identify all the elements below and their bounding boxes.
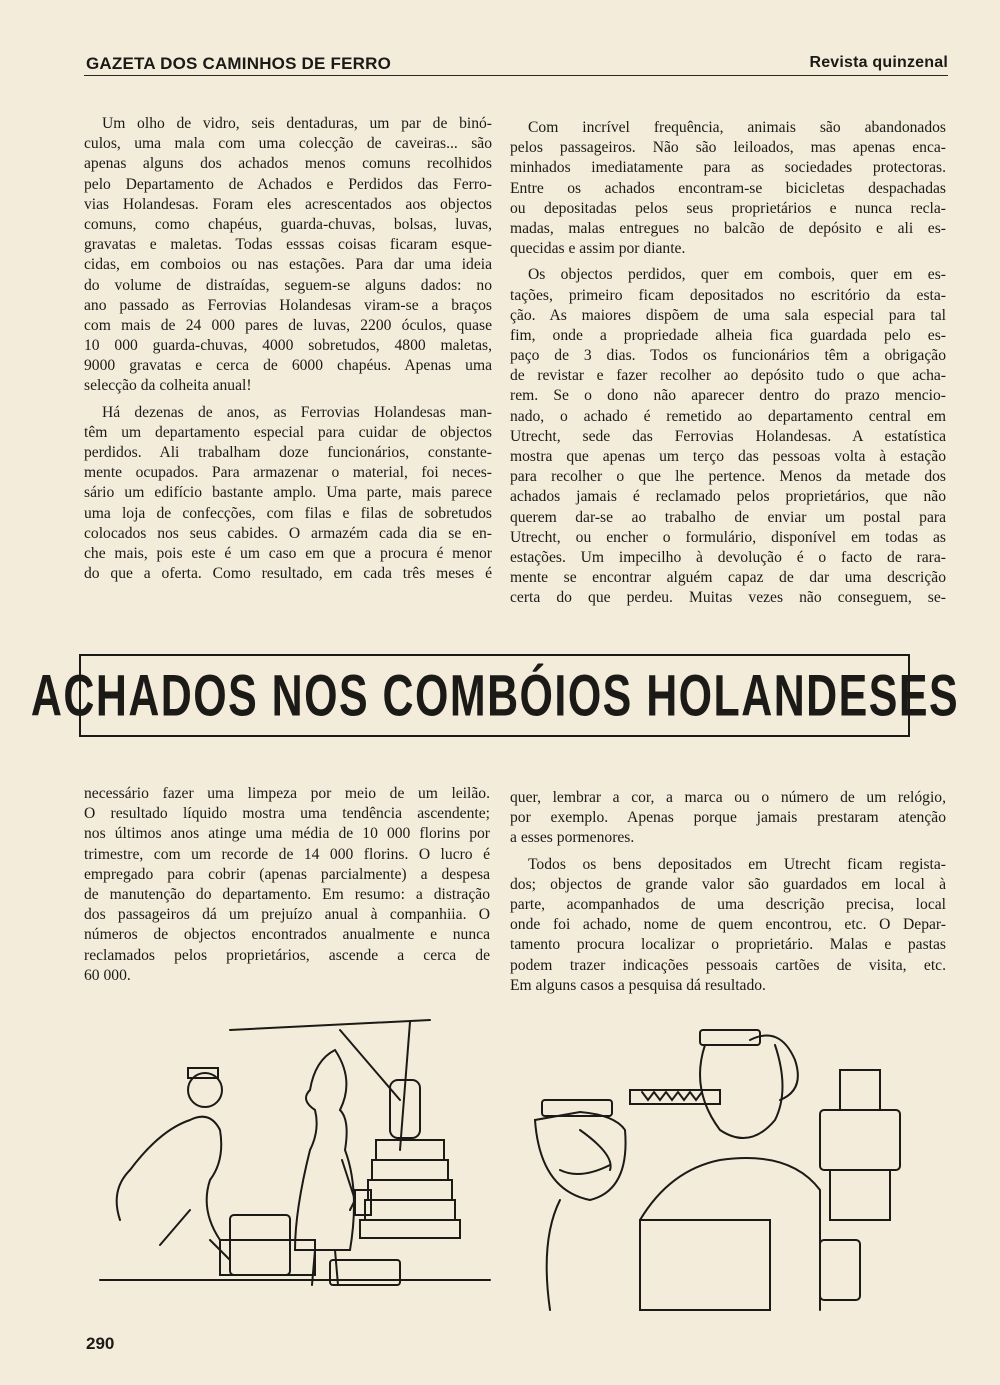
paragraph-line: por exemplo. Apenas porque jamais prestaram atenção: [510, 809, 946, 827]
illustration-officials-at-counter: [520, 1020, 920, 1310]
paragraph-line: quecidas e assim por diante.: [510, 240, 686, 258]
page-number: 290: [86, 1334, 115, 1353]
paragraph-line: Com incrível frequência, animais são abandonados: [528, 119, 946, 136]
paragraph-line: Há dezenas de anos, as Ferrovias Holandesas man-: [102, 403, 492, 421]
paragraph-line: che mais, pois este é um caso em que a procura é menor: [84, 544, 492, 562]
paragraph-line: a esses pormenores.: [510, 829, 635, 847]
paragraph-line: selecção da colheita anual!: [84, 377, 252, 395]
paragraph-line: têm um departamento especial para cuidar de objectos: [84, 423, 492, 441]
paragraph-line: vias Holandesas. Foram eles acrescentados aos objectos: [84, 195, 492, 213]
paragraph-line: trimestre, com um recorde de 14 000 florins. O lucro é: [84, 845, 490, 863]
paragraph-line: colocados nos seus cabides. O armazém cada dia se en-: [84, 524, 492, 542]
paragraph-line: do volume de distraídas, seguem-se alguns dados: no: [84, 276, 492, 294]
publication-subtitle: Revista quinzenal: [809, 54, 948, 71]
paragraph-line: gravatas e maletas. Todas esssas coisas ficaram esque-: [84, 236, 492, 254]
article-title: ACHADOS NOS COMBÓIOS HOLANDESES: [30, 663, 959, 728]
paragraph-line: nos últimos anos atinge uma média de 10 000 florins por: [84, 825, 490, 843]
paragraph-line: fim, onde a propriedade alheia fica guardada pelo es-: [510, 326, 946, 344]
paragraph-line: onde foi achado, nome de quem encontrou, etc. O Depar-: [510, 916, 946, 934]
paragraph-line: dos; objectos de grande valor são guardados em local à: [510, 875, 946, 893]
paragraph-line: culos, uma mala com uma colecção de caveiras... são: [84, 135, 492, 153]
paragraph-line: cidas, em comboios ou nas estações. Para dar uma ideia: [84, 256, 492, 274]
paragraph-line: perdidos. Ali trabalham doze funcionários, constante-: [84, 444, 492, 461]
publication-title: GAZETA DOS CAMINHOS DE FERRO: [86, 54, 391, 73]
paragraph-line: 60 000.: [84, 966, 131, 984]
paragraph-line: pelo Departamento de Achados e Perdidos das Ferro-: [84, 175, 492, 193]
paragraph-line: mente se encontrar alguém capaz de dar uma descrição: [510, 569, 946, 587]
paragraph-line: achados jamais é reclamado pelos proprietários, que não: [510, 488, 946, 506]
paragraph-line: números de objectos encontrados anualmente e nunca: [84, 926, 490, 944]
paragraph-line: certa do que perdeu. Muitas vezes não conseguem, se-: [510, 589, 946, 607]
paragraph-line: uma loja de confecções, com filas e filas de sobretudos: [84, 504, 492, 522]
paragraph-line: Em alguns casos a pesquisa dá resultado.: [510, 976, 766, 994]
paragraph-line: do que a oferta. Como resultado, em cada três meses é: [84, 565, 492, 583]
paragraph-line: quer, lembrar a cor, a marca ou o número de um relógio,: [510, 789, 946, 806]
paragraph-line: podem trazer indicações pessoais cartões de visita, etc.: [510, 956, 946, 974]
paragraph-line: mostra que apenas um terço das pessoas volta à estação: [510, 448, 946, 465]
article-column-2: [510, 118, 946, 609]
paragraph-line: madas, malas entregues no balcão de depósito e ali es-: [510, 219, 946, 237]
paragraph-line: empregado para cobrir (apenas parcialmente) a despesa: [84, 865, 490, 883]
paragraph-line: Utrecht, sede das Ferrovias Holandesas. A estatística: [510, 427, 946, 445]
paragraph-line: tamento procura localizar o proprietário. Malas e pastas: [510, 936, 946, 954]
paragraph-line: rem. Se o dono não aparecer dentro do prazo mencio-: [510, 387, 946, 405]
article-title-box: [30, 654, 959, 737]
paragraph-line: Utrecht, ou encher o formulário, disponível em todas as: [510, 528, 946, 546]
paragraph-line: mente ocupados. Para armazenar o material, foi neces-: [84, 464, 492, 482]
paragraph-line: minhados imediatamente para as sociedades protectoras.: [510, 159, 946, 177]
article-column-4: [510, 788, 946, 996]
paragraph-line: Um olho de vidro, seis dentaduras, um par de binó-: [102, 115, 492, 132]
paragraph-line: parte, acompanhados de uma descrição precisa, local: [510, 895, 946, 913]
paragraph-line: estações. Um impecilho à devolução é o facto de rara-: [510, 548, 946, 566]
article-column-3: [84, 784, 490, 986]
paragraph-line: querem dar-se ao trabalho de enviar um postal para: [510, 508, 946, 526]
paragraph-line: apenas alguns dos achados menos comuns recolhidos: [84, 155, 492, 173]
paragraph-line: nado, o achado é remetido ao departamento central em: [510, 407, 946, 425]
paragraph-line: de manutenção do departamento. Em resumo: a distração: [84, 885, 490, 903]
paragraph-line: necessário fazer uma limpeza por meio de um leilão.: [84, 785, 490, 802]
paragraph-line: ção. As maiores dispõem de uma sala especial para tal: [510, 306, 946, 324]
article-column-1: [84, 114, 492, 584]
illustration-porter-and-lady: [100, 1010, 500, 1300]
paragraph-line: Entre os achados encontram-se bicicletas despachadas: [510, 179, 946, 197]
header-rule: [84, 75, 948, 76]
paragraph-line: comuns, como chapéus, guarda-chuvas, bolsas, luvas,: [84, 215, 492, 233]
paragraph-line: sário um edifício bastante amplo. Uma parte, mais parece: [84, 484, 492, 502]
paragraph-line: reclamados pelos proprietários, ascende a cerca de: [84, 946, 490, 964]
paragraph-line: com mais de 24 000 pares de luvas, 2200 óculos, quase: [84, 316, 492, 334]
paragraph-line: Os objectos perdidos, quer em combois, quer em es-: [528, 266, 946, 284]
paragraph-line: 10 000 guarda-chuvas, 4000 sobretudos, 4800 maletas,: [84, 337, 492, 355]
paragraph-line: ou depositadas pelos seus proprietários e nunca recla-: [510, 199, 946, 217]
paragraph-line: tações, primeiro ficam depositados no escritório da esta-: [510, 286, 946, 304]
paragraph-line: para recolher o que lhe pertence. Menos da metade dos: [510, 468, 946, 486]
paragraph-line: 9000 gravatas e cerca de 6000 chapéus. Apenas uma: [84, 357, 492, 375]
paragraph-line: de revistar e fazer recolher ao depósito tudo o que acha-: [510, 367, 946, 385]
paragraph-line: paço de 3 dias. Todos os funcionários têm a obrigação: [510, 347, 946, 365]
paragraph-line: dos passageiros dá um prejuízo anual à companhiia. O: [84, 906, 490, 924]
paragraph-line: ano passado as Ferrovias Holandesas viram-se a braços: [84, 296, 492, 314]
paragraph-line: pelos passageiros. Não são leiloados, mas apenas enca-: [510, 139, 946, 157]
paragraph-line: O resultado líquido mostra uma tendência ascendente;: [84, 805, 490, 823]
paragraph-line: Todos os bens depositados em Utrecht ficam regista-: [528, 855, 946, 873]
